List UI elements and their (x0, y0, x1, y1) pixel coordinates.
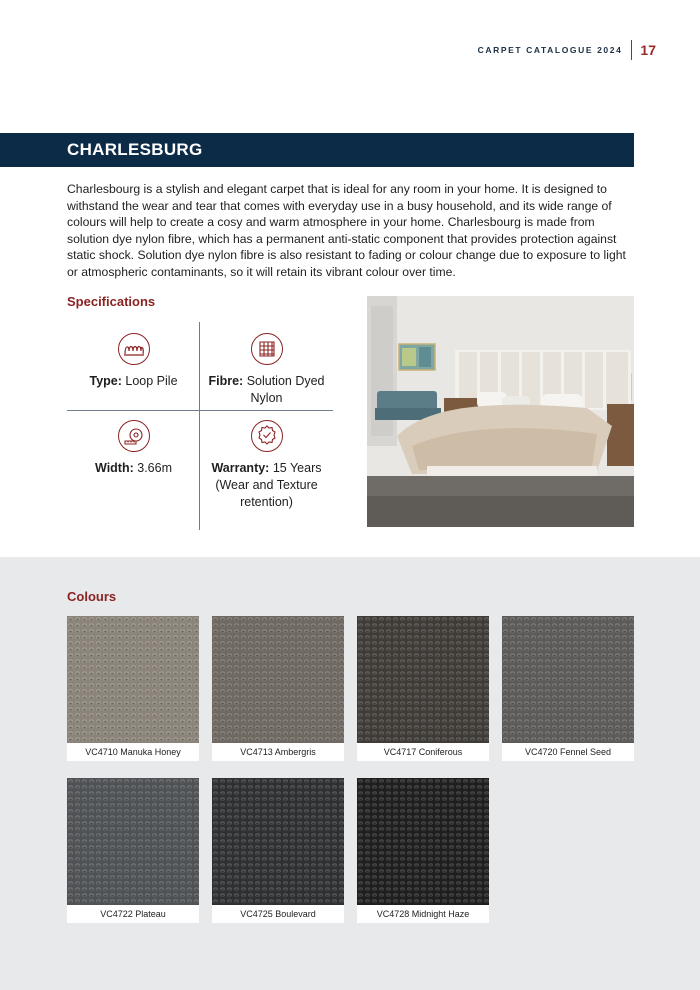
colour-swatch-label: VC4713 Ambergris (240, 747, 316, 757)
carpet-texture (67, 616, 199, 743)
colour-swatch[interactable] (357, 778, 489, 923)
colour-swatch[interactable] (67, 778, 199, 923)
page-number: 17 (640, 42, 656, 58)
header-divider (631, 40, 632, 60)
colours-heading: Colours (67, 589, 117, 604)
carpet-texture (502, 616, 634, 743)
spec-width-value: 3.66m (137, 461, 172, 475)
carpet-texture (357, 778, 489, 905)
spec-type-key: Type: (89, 374, 122, 388)
colour-swatch-label: VC4717 Coniferous (383, 747, 463, 757)
specifications-grid (67, 322, 333, 530)
tape-measure-icon (118, 420, 150, 452)
colour-swatch-label: VC4725 Boulevard (240, 909, 316, 919)
spec-width-key: Width: (95, 461, 134, 475)
carpet-texture (357, 616, 489, 743)
product-description: Charlesbourg is a stylish and elegant carpet that is ideal for any room in your home. It is designed to withstand the wear and tear that comes with everyday use in a busy household, and its wide range of colours will help to create a cosy and warm atmosphere in your home. Charlesbourg is made from solution dye nylon fibre, which has a permanent anti-static component that provides protection against static shock. Solution dye nylon fibre is also resistant to fading or colour change due to exposure to light or atmospheric contaminants, so it will retain its vibrant colour over time. (67, 182, 626, 279)
spec-divider-horizontal (67, 410, 333, 411)
colour-swatch-label: VC4722 Plateau (100, 909, 166, 919)
spec-type (67, 333, 200, 390)
product-title: CHARLESBURG (67, 140, 203, 159)
fibre-weave-icon (251, 333, 283, 365)
colour-swatch-label: VC4728 Midnight Haze (376, 909, 470, 919)
title-band (0, 133, 634, 167)
colour-swatch[interactable] (502, 616, 634, 761)
carpet-texture (67, 778, 199, 905)
colour-swatch[interactable] (212, 778, 344, 923)
carpet-texture (212, 778, 344, 905)
colour-swatch[interactable] (67, 616, 199, 761)
spec-fibre-value: Solution Dyed Nylon (246, 374, 325, 405)
spec-width (67, 420, 200, 477)
spec-fibre-key: Fibre: (208, 374, 244, 388)
spec-warranty (200, 420, 333, 511)
colour-swatch[interactable] (212, 616, 344, 761)
carpet-texture (212, 616, 344, 743)
loop-pile-icon (118, 333, 150, 365)
spec-warranty-value: 15 Years (Wear and Texture retention) (215, 461, 322, 509)
colour-swatch-label: VC4710 Manuka Honey (85, 747, 181, 757)
catalogue-label: CARPET CATALOGUE 2024 (477, 45, 623, 55)
warranty-badge-icon (251, 420, 283, 452)
spec-fibre (200, 333, 333, 407)
spec-type-value: Loop Pile (125, 374, 178, 388)
bedroom-photo (367, 296, 634, 527)
colour-swatch[interactable] (357, 616, 489, 761)
page-header (478, 40, 656, 60)
colour-swatch-label: VC4720 Fennel Seed (524, 747, 612, 757)
specifications-heading: Specifications (67, 294, 156, 309)
spec-warranty-key: Warranty: (211, 461, 270, 475)
